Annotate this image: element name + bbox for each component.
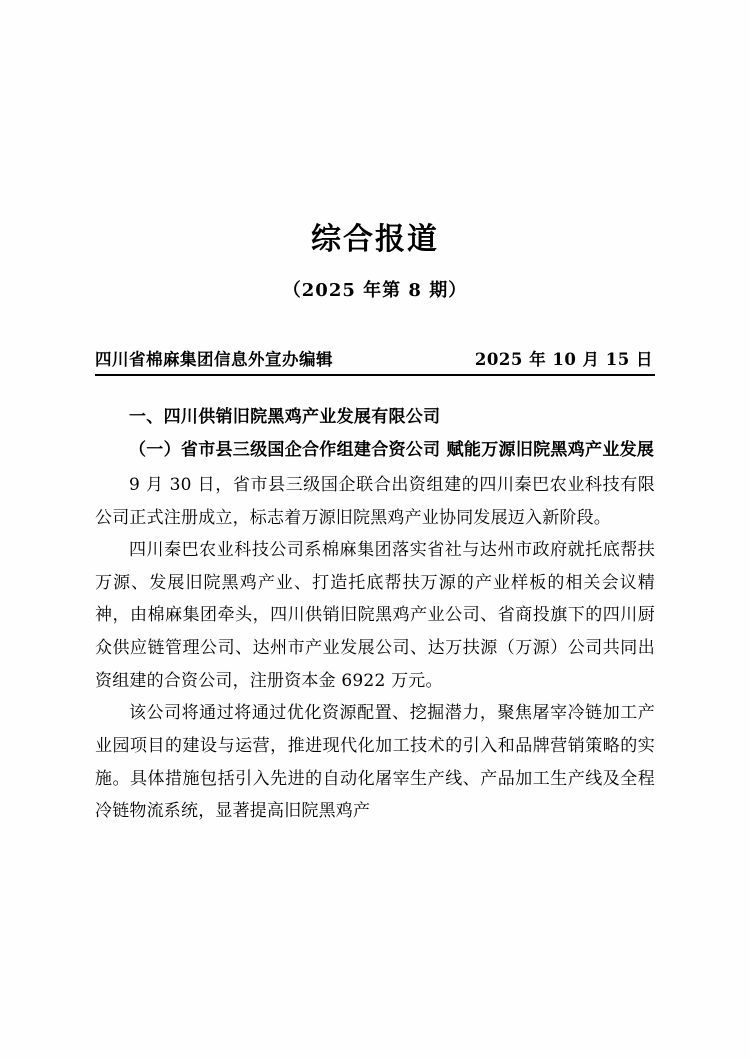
editor-label: 四川省棉麻集团信息外宣办编辑 (95, 350, 333, 369)
top-spacer (95, 0, 655, 222)
document-body (95, 402, 655, 828)
publish-date: 2025 年 10 月 15 日 (474, 350, 653, 369)
paragraph-1: 9 月 30 日，省市县三级国企联合出资组建的四川秦巴农业科技有限公司正式注册成立，标志着万源旧院黑鸡产业协同发展迈入新阶段。 (95, 474, 655, 528)
paragraph-2: 四川秦巴农业科技公司系棉麻集团落实省社与达州市政府就托底帮扶万源、发展旧院黑鸡产业、打造托底帮扶万源的产业样板的相关会议精神，由棉麻集团牵头，四川供销旧院黑鸡产业公司、省商投旗下的四川厨众供应链管理公司、达州市产业发展公司、达万扶源（万源）公司共同出资组建的合资公司，注册资本金 6922 万元。 (95, 540, 655, 691)
document-meta-row (95, 346, 655, 376)
issue-subtitle: （2025 年第 8 期） (282, 280, 468, 301)
section-heading: 一、四川供销旧院黑鸡产业发展有限公司 (129, 407, 441, 427)
subsection-heading: （一）省市县三级国企合作组建合资公司 赋能万源旧院黑鸡产业发展 (129, 440, 655, 461)
page-title: 综合报道 (311, 222, 439, 257)
paragraph-3: 该公司将通过将通过优化资源配置、挖掘潜力，聚焦屠宰冷链加工产业园项目的建设与运营，推进现代化加工技术的引入和品牌营销策略的实施。具体措施包括引入先进的自动化屠宰生产线、产品加工生产线及全程冷链物流系统，显著提高旧院黑鸡产 (95, 703, 655, 822)
